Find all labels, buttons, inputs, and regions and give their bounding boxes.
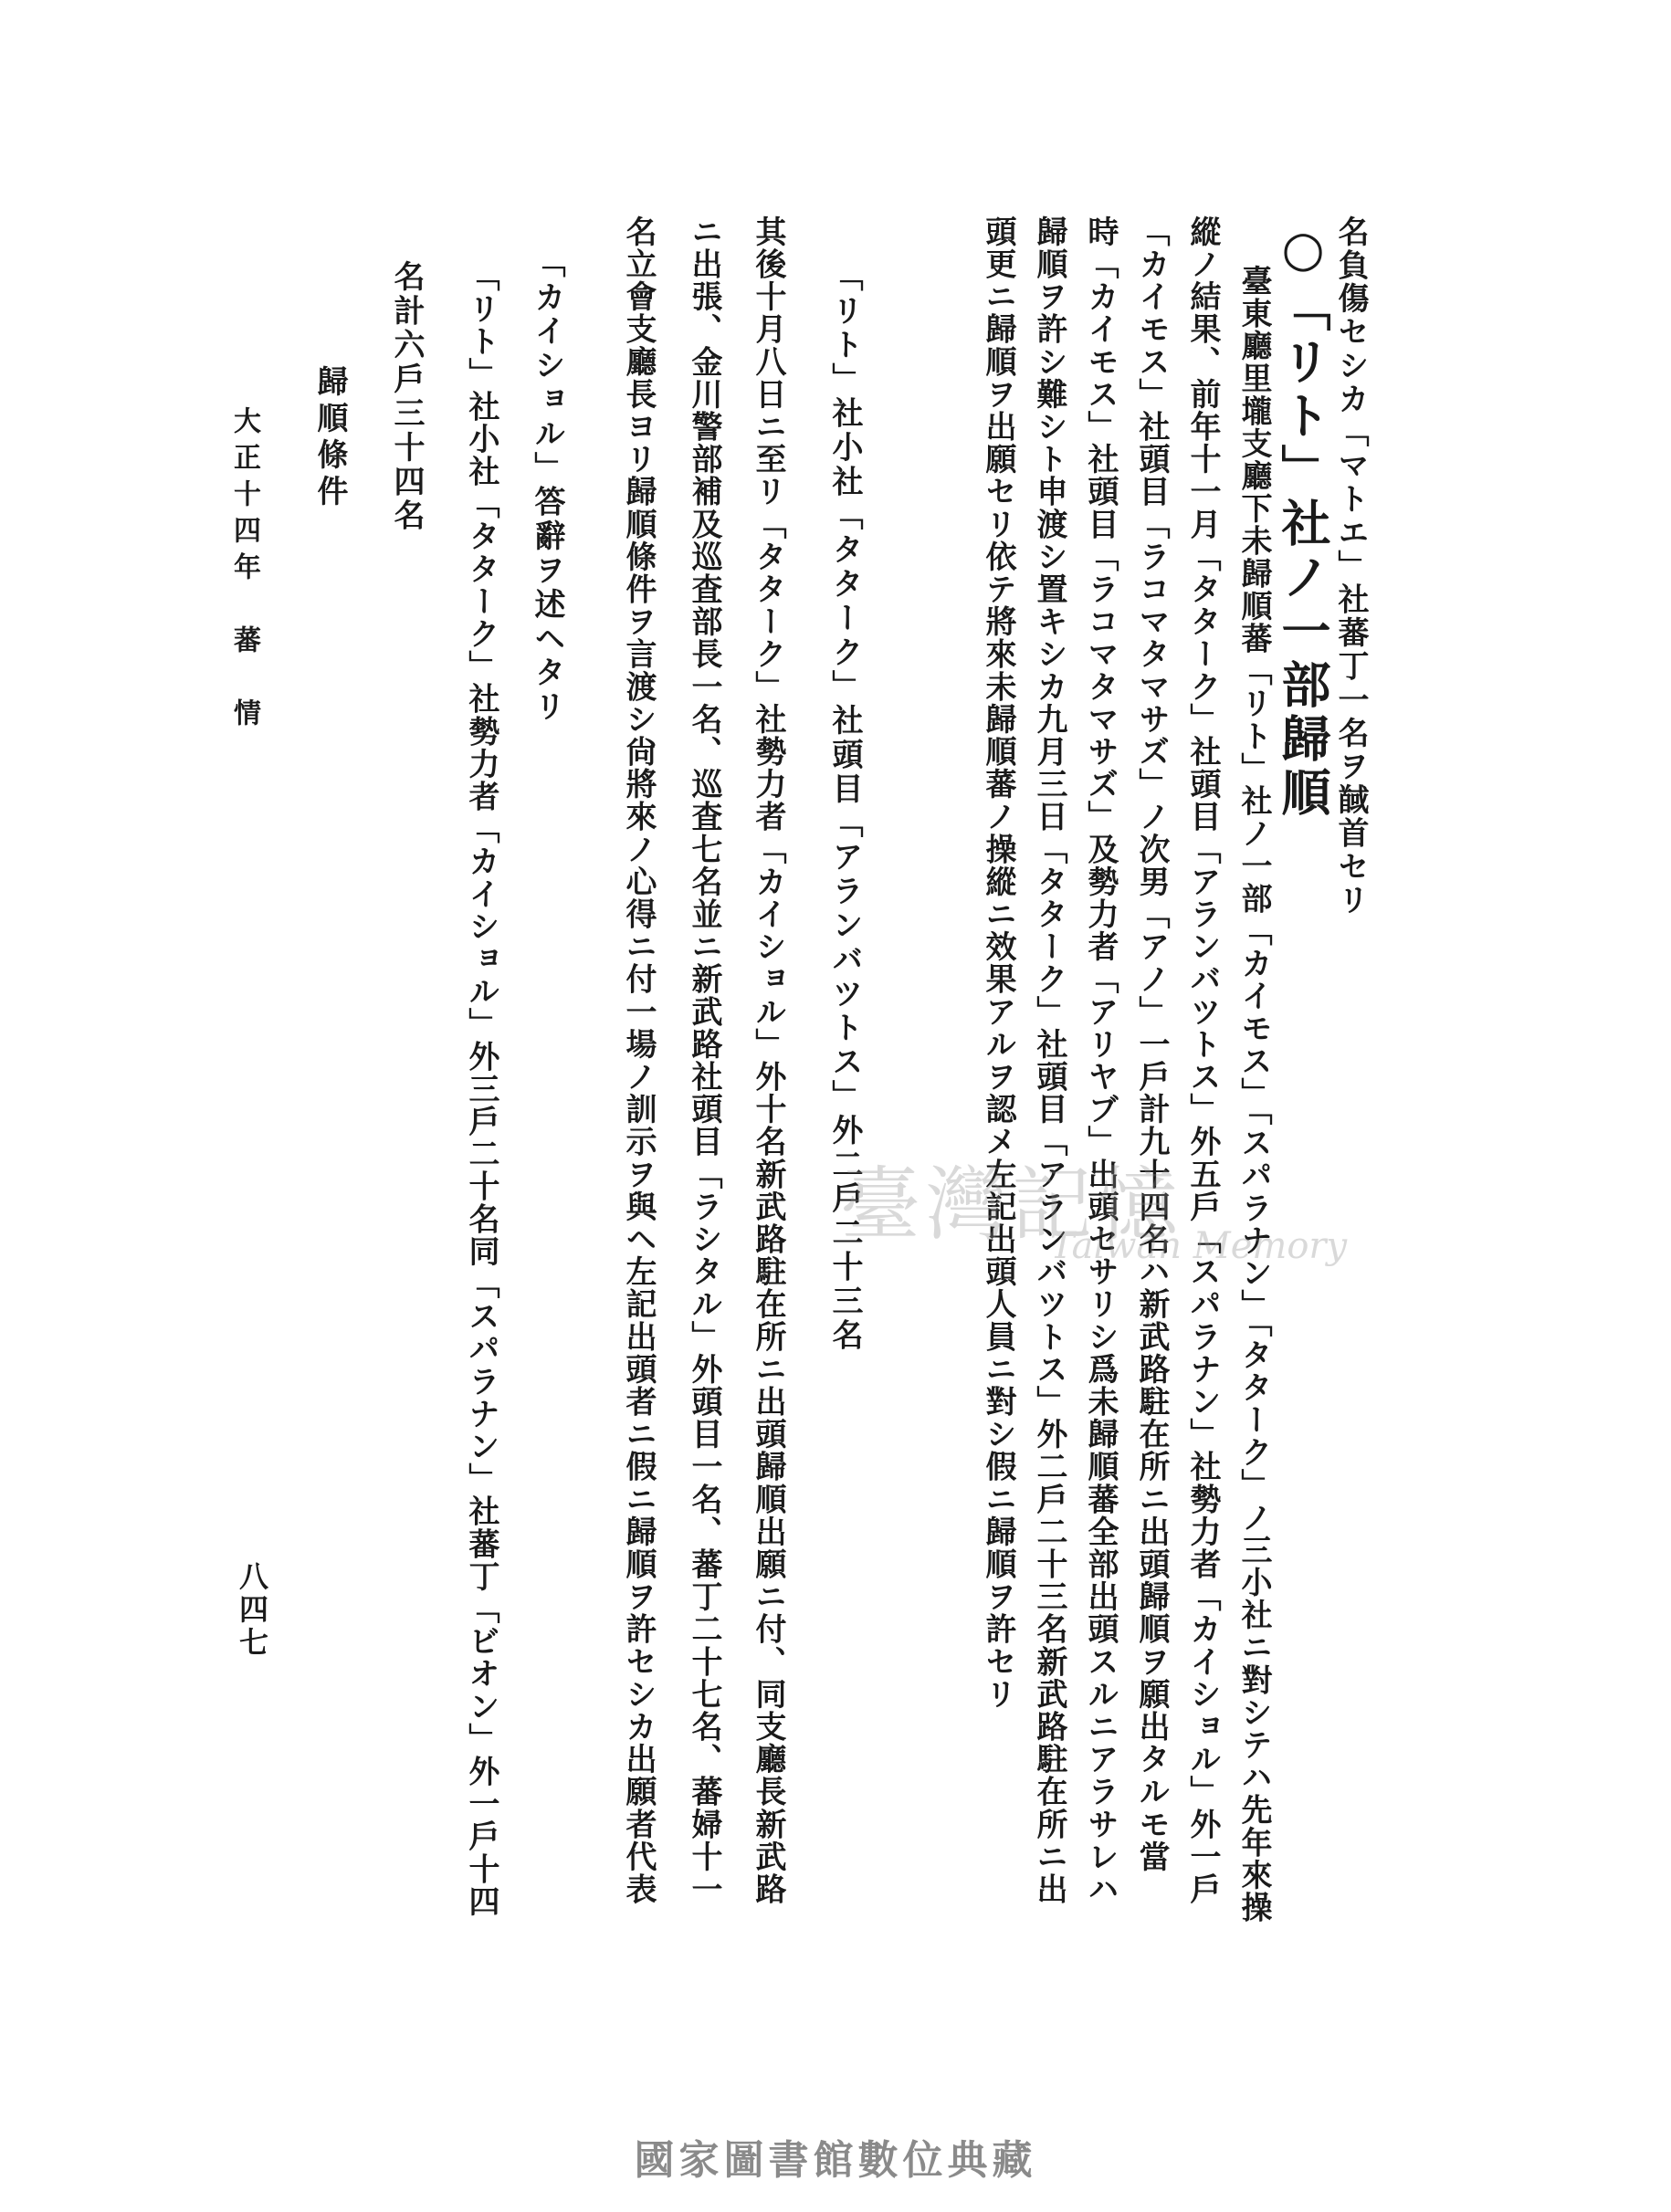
text-column-1: 名負傷セシカ「マトエ」社蕃丁一名ヲ馘首セリ xyxy=(1332,215,1369,917)
text-column-2: 臺東廳里壠支廳下未歸順蕃「リト」社ノ一部「カイモス」「スパラナン」「タターク」ノ三小社ニ對シテハ先年來操 xyxy=(1235,265,1272,1924)
watermark-latin: Taiwan Memory xyxy=(1050,1225,1348,1267)
page-number: 八四七 xyxy=(235,1561,269,1660)
text-column-11: 名立會支廳長ヨリ歸順條件ヲ言渡シ尙將來ノ心得ニ付一場ノ訓示ヲ與ヘ左記出頭者ニ假ニ歸順ヲ許セシカ出願者代表 xyxy=(620,215,657,1906)
subheading-conditions: 歸順條件 xyxy=(311,365,348,511)
text-column-9: 其後十月八日ニ至リ「タターク」社勢力者「カイショル」外十名新武路駐在所ニ出頭歸順出願ニ付、同支廳長新武路 xyxy=(750,215,786,1906)
text-column-12: 「カイショル」答辭ヲ述ヘタリ xyxy=(529,246,565,725)
text-column-10: ニ出張、金川警部補及巡査部長一名、巡査七名並ニ新武路社頭目「ラシタル」外頭目一名、蕃丁二十七名、蕃婦十一 xyxy=(686,215,722,1906)
text-column-14: 名計六戶三十四名 xyxy=(388,260,425,534)
text-column-6: 歸順ヲ許シ難シト申渡シ置キシカ九月三日「タターク」社頭目「アランバツトス」外二戶二十三名新武路駐在所ニ出 xyxy=(1031,215,1067,1906)
watermark-cjk: 臺灣記憶 xyxy=(840,1158,1184,1252)
text-column-3: 縱ノ結果、前年十一月「タターク」社頭目「アランバツトス」外五戶「スパラナン」社勢力者「カイショル」外一戶 xyxy=(1184,215,1221,1906)
text-column-5: 時「カイモス」社頭目「ラコマタマサズ」及勢力者「アリヤブ」出頭セサリシ爲未歸順蕃全部出頭スルニアラサレハ xyxy=(1082,215,1119,1906)
text-column-8: 「リト」社小社「タターク」社頭目「アランバツトス」外二戶二十三名 xyxy=(826,260,863,1353)
text-column-7: 頭更ニ歸順ヲ出願セリ依テ將來未歸順蕃ノ操縱ニ效果アルヲ認メ左記出頭人員ニ對シ假ニ歸順ヲ許セリ xyxy=(980,215,1016,1711)
section-heading: ○「リト」社ノ一部歸順 xyxy=(1274,219,1332,821)
running-header: 大正十四年 蕃 情 xyxy=(228,406,260,735)
watermark xyxy=(840,1141,1348,1287)
text-column-13: 「リト」社小社「タターク」社勢力者「カイショル」外三戶二十名同「スパラナン」社蕃丁「ビオン」外一戶十四 xyxy=(463,260,499,1918)
footer-attribution: 國家圖書館數位典藏 xyxy=(634,2137,1037,2184)
text-column-4: 「カイモス」社頭目「ラコマタマサズ」ノ次男「アノ」一戶計九十四名ハ新武路駐在所ニ出頭歸順ヲ願出タルモ當 xyxy=(1133,215,1170,1873)
